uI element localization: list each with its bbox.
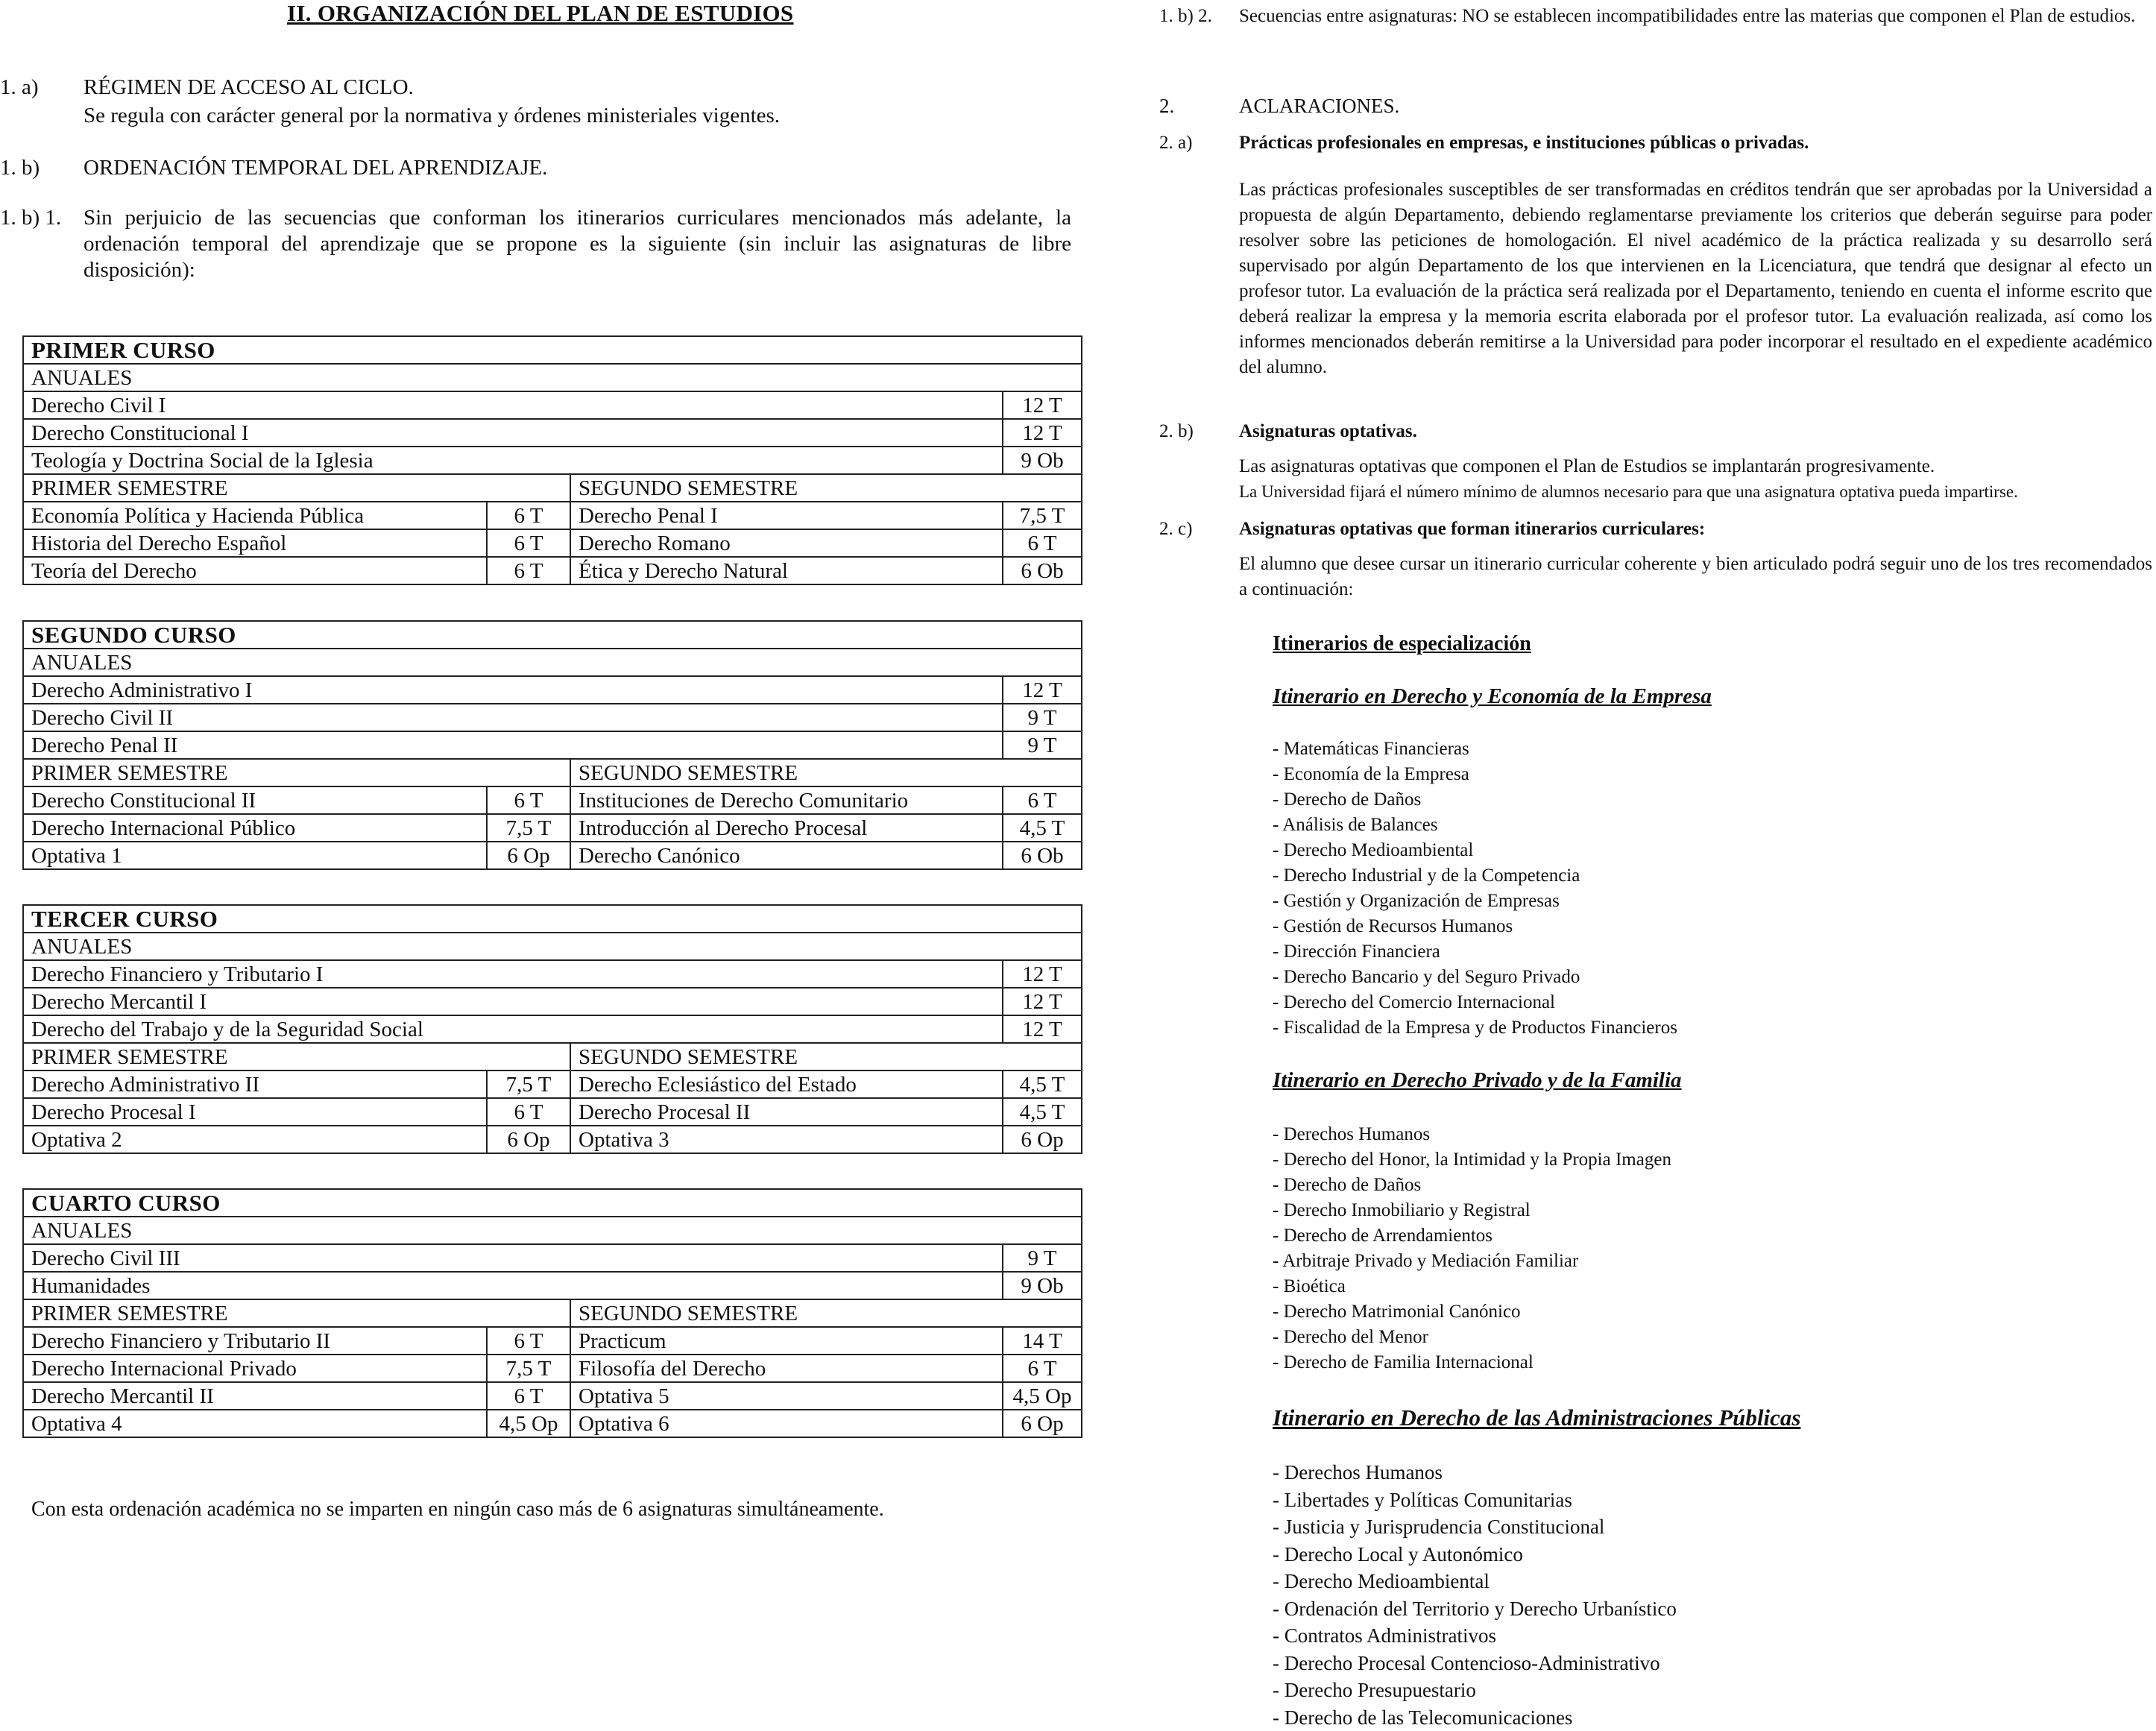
- section-2c-number: 2. c): [1159, 517, 1192, 542]
- semester-label: SEGUNDO SEMESTRE: [570, 1043, 1082, 1071]
- semester-label: SEGUNDO SEMESTRE: [570, 1299, 1082, 1327]
- itinerary-2-title: Itinerario en Derecho Privado y de la Familia: [1273, 1068, 1682, 1093]
- table-row: [23, 676, 1082, 704]
- section-1a-heading: RÉGIMEN DE ACCESO AL CICLO.: [83, 75, 414, 100]
- curso-table: [22, 904, 1082, 1154]
- subject-credits: 6 T: [487, 1098, 570, 1126]
- section-2c-heading: Asignaturas optativas que forman itinerarios curriculares:: [1239, 517, 1705, 542]
- table-row: [23, 502, 1082, 529]
- semester-label: SEGUNDO SEMESTRE: [570, 474, 1082, 502]
- list-item: - Derechos Humanos: [1273, 1459, 1677, 1486]
- table-row: [23, 1327, 1082, 1355]
- anuales-label: ANUALES: [23, 933, 1082, 960]
- table-row: [23, 649, 1082, 676]
- anuales-label: ANUALES: [23, 364, 1082, 391]
- list-item: - Derecho del Comercio Internacional: [1273, 990, 1677, 1015]
- table-row: [23, 621, 1082, 649]
- subject-credits: 9 Ob: [1003, 1272, 1082, 1299]
- section-1b2-number: 1. b) 2.: [1159, 4, 1212, 29]
- table-row: [23, 1126, 1082, 1153]
- subject-credits: 6 T: [487, 1327, 570, 1355]
- subject-credits: 9 T: [1003, 731, 1082, 759]
- section-1b-number: 1. b): [0, 155, 40, 180]
- curso-title: CUARTO CURSO: [23, 1189, 1082, 1217]
- table-row: [23, 842, 1082, 869]
- table-row: [23, 1272, 1082, 1299]
- subject-name: Humanidades: [23, 1272, 1003, 1299]
- semester-label: PRIMER SEMESTRE: [23, 474, 570, 502]
- table-row: [23, 364, 1082, 391]
- section-2-number: 2.: [1159, 93, 1174, 119]
- table-row: [23, 1071, 1082, 1098]
- list-item: - Análisis de Balances: [1273, 813, 1677, 838]
- subject-name: Derecho Mercantil II: [23, 1382, 487, 1410]
- subject-name: Derecho Financiero y Tributario I: [23, 960, 1003, 988]
- subject-name: Derecho Administrativo II: [23, 1071, 487, 1098]
- semester-label: PRIMER SEMESTRE: [23, 1043, 570, 1071]
- subject-credits: 4,5 Op: [487, 1410, 570, 1437]
- subject-credits: 6 T: [487, 786, 570, 814]
- curso-table: [22, 1188, 1082, 1438]
- list-item: - Derecho Matrimonial Canónico: [1273, 1299, 1671, 1325]
- subject-name: Derecho Internacional Público: [23, 814, 487, 842]
- section-2b-number: 2. b): [1159, 419, 1194, 444]
- list-item: - Derecho de Daños: [1273, 787, 1677, 813]
- table-row: [23, 1355, 1082, 1382]
- table-row: [23, 1043, 1082, 1071]
- section-1b1-number: 1. b) 1.: [0, 205, 61, 230]
- list-item: - Gestión y Organización de Empresas: [1273, 889, 1677, 914]
- section-1b-heading: ORDENACIÓN TEMPORAL DEL APRENDIZAJE.: [83, 155, 547, 180]
- subject-credits: 6 Op: [487, 1126, 570, 1153]
- subject-credits: 6 Op: [1003, 1410, 1082, 1437]
- subject-credits: 12 T: [1003, 419, 1082, 447]
- list-item: - Derechos Humanos: [1273, 1122, 1671, 1147]
- list-item: - Derecho del Menor: [1273, 1325, 1671, 1350]
- table-row: [23, 557, 1082, 584]
- subject-credits: 6 Ob: [1003, 842, 1082, 869]
- subject-name: Derecho Mercantil I: [23, 988, 1003, 1015]
- subject-credits: 4,5 Op: [1003, 1382, 1082, 1410]
- list-item: - Derecho Industrial y de la Competencia: [1273, 863, 1677, 889]
- list-item: - Derecho Medioambiental: [1273, 1568, 1677, 1595]
- subject-name: Teología y Doctrina Social de la Iglesia: [23, 447, 1003, 474]
- subject-credits: 12 T: [1003, 960, 1082, 988]
- semester-label: SEGUNDO SEMESTRE: [570, 759, 1082, 786]
- list-item: - Ordenación del Territorio y Derecho Urbanístico: [1273, 1595, 1677, 1623]
- itinerarios-title: Itinerarios de especialización: [1273, 632, 1531, 656]
- section-2b-text-1: Las asignaturas optativas que componen el Plan de Estudios se implantarán progresivamente.: [1239, 454, 2152, 479]
- list-item: - Derecho de Arrendamientos: [1273, 1223, 1671, 1249]
- table-row: [23, 905, 1082, 933]
- table-row: [23, 759, 1082, 786]
- subject-name: Historia del Derecho Español: [23, 529, 487, 557]
- subject-name: Derecho Procesal II: [570, 1098, 1003, 1126]
- list-item: - Justicia y Jurisprudencia Constitucional: [1273, 1513, 1677, 1541]
- subject-name: Derecho Canónico: [570, 842, 1003, 869]
- subject-name: Derecho Civil I: [23, 391, 1003, 419]
- itinerary-3-list: [1273, 1459, 1677, 1731]
- curso-table: [22, 620, 1082, 870]
- list-item: - Libertades y Políticas Comunitarias: [1273, 1486, 1677, 1514]
- list-item: - Bioética: [1273, 1274, 1671, 1299]
- table-row: [23, 988, 1082, 1015]
- subject-name: Derecho Constitucional I: [23, 419, 1003, 447]
- subject-credits: 7,5 T: [1003, 502, 1082, 529]
- subject-name: Optativa 5: [570, 1382, 1003, 1410]
- subject-name: Derecho Civil II: [23, 704, 1003, 731]
- subject-credits: 12 T: [1003, 1015, 1082, 1043]
- subject-credits: 4,5 T: [1003, 1098, 1082, 1126]
- subject-name: Optativa 6: [570, 1410, 1003, 1437]
- table-row: [23, 704, 1082, 731]
- subject-credits: 14 T: [1003, 1327, 1082, 1355]
- section-1a-text: Se regula con carácter general por la normativa y órdenes ministeriales vigentes.: [83, 103, 780, 128]
- table-row: [23, 419, 1082, 447]
- list-item: - Derecho Inmobiliario y Registral: [1273, 1198, 1671, 1223]
- subject-credits: 7,5 T: [487, 814, 570, 842]
- curso-table: [22, 335, 1082, 585]
- itinerary-3-title: Itinerario en Derecho de las Administraciones Públicas: [1273, 1404, 1800, 1431]
- subject-credits: 12 T: [1003, 391, 1082, 419]
- list-item: - Derecho de las Telecomunicaciones: [1273, 1704, 1677, 1731]
- list-item: - Fiscalidad de la Empresa y de Productos Financieros: [1273, 1015, 1677, 1041]
- table-row: [23, 1015, 1082, 1043]
- subject-credits: 6 T: [487, 1382, 570, 1410]
- table-row: [23, 1189, 1082, 1217]
- table-row: [23, 933, 1082, 960]
- subject-name: Optativa 4: [23, 1410, 487, 1437]
- subject-name: Derecho del Trabajo y de la Seguridad Social: [23, 1015, 1003, 1043]
- page-title: II. ORGANIZACIÓN DEL PLAN DE ESTUDIOS: [287, 0, 793, 27]
- list-item: - Derecho Local y Autonómico: [1273, 1541, 1677, 1568]
- section-1b1-text: Sin perjuicio de las secuencias que conforman los itinerarios curriculares mencionados más adelante, la ordenación temporal del aprendizaje que se propone es la siguiente (sin incluir las asignaturas de libre disposición):: [83, 205, 1071, 283]
- itinerary-2-list: [1273, 1122, 1671, 1375]
- table-row: [23, 1382, 1082, 1410]
- list-item: - Derecho Procesal Contencioso-Administrativo: [1273, 1650, 1677, 1677]
- table-row: [23, 447, 1082, 474]
- subject-name: Instituciones de Derecho Comunitario: [570, 786, 1003, 814]
- curso-title: PRIMER CURSO: [23, 336, 1082, 364]
- subject-name: Optativa 2: [23, 1126, 487, 1153]
- table-row: [23, 1299, 1082, 1327]
- subject-credits: 6 T: [1003, 529, 1082, 557]
- anuales-label: ANUALES: [23, 1217, 1082, 1244]
- subject-credits: 6 T: [1003, 786, 1082, 814]
- subject-name: Practicum: [570, 1327, 1003, 1355]
- subject-credits: 6 T: [487, 529, 570, 557]
- table-row: [23, 1098, 1082, 1126]
- semester-label: PRIMER SEMESTRE: [23, 1299, 570, 1327]
- table-row: [23, 731, 1082, 759]
- section-2a-heading: Prácticas profesionales en empresas, e instituciones públicas o privadas.: [1239, 130, 1809, 156]
- subject-credits: 9 Ob: [1003, 447, 1082, 474]
- subject-credits: 7,5 T: [487, 1355, 570, 1382]
- subject-credits: 6 Ob: [1003, 557, 1082, 584]
- list-item: - Matemáticas Financieras: [1273, 737, 1677, 762]
- list-item: - Derecho de Familia Internacional: [1273, 1350, 1671, 1375]
- subject-credits: 12 T: [1003, 988, 1082, 1015]
- subject-name: Derecho Romano: [570, 529, 1003, 557]
- list-item: - Arbitraje Privado y Mediación Familiar: [1273, 1249, 1671, 1274]
- subject-name: Optativa 1: [23, 842, 487, 869]
- list-item: - Derecho Bancario y del Seguro Privado: [1273, 965, 1677, 990]
- list-item: - Contratos Administrativos: [1273, 1622, 1677, 1650]
- anuales-label: ANUALES: [23, 649, 1082, 676]
- subject-credits: 4,5 T: [1003, 1071, 1082, 1098]
- list-item: - Economía de la Empresa: [1273, 762, 1677, 787]
- table-row: [23, 1244, 1082, 1272]
- itinerary-1-list: [1273, 737, 1677, 1041]
- subject-name: Filosofía del Derecho: [570, 1355, 1003, 1382]
- subject-name: Derecho Administrativo I: [23, 676, 1003, 704]
- curso-title: TERCER CURSO: [23, 905, 1082, 933]
- table-row: [23, 786, 1082, 814]
- subject-name: Derecho Penal I: [570, 502, 1003, 529]
- subject-credits: 6 T: [487, 502, 570, 529]
- table-row: [23, 1217, 1082, 1244]
- list-item: - Derecho del Honor, la Intimidad y la Propia Imagen: [1273, 1147, 1671, 1173]
- section-2a-number: 2. a): [1159, 130, 1192, 156]
- subject-credits: 6 Op: [487, 842, 570, 869]
- subject-name: Derecho Civil III: [23, 1244, 1003, 1272]
- subject-credits: 9 T: [1003, 1244, 1082, 1272]
- subject-credits: 6 T: [487, 557, 570, 584]
- subject-credits: 6 T: [1003, 1355, 1082, 1382]
- section-2b-heading: Asignaturas optativas.: [1239, 419, 1417, 444]
- subject-name: Derecho Procesal I: [23, 1098, 487, 1126]
- curso-title: SEGUNDO CURSO: [23, 621, 1082, 649]
- subject-name: Derecho Penal II: [23, 731, 1003, 759]
- section-1a-number: 1. a): [0, 75, 39, 100]
- table-row: [23, 391, 1082, 419]
- subject-credits: 4,5 T: [1003, 814, 1082, 842]
- list-item: - Derecho Medioambiental: [1273, 838, 1677, 863]
- footer-note: Con esta ordenación académica no se imparten en ningún caso más de 6 asignaturas simultáneamente.: [31, 1497, 884, 1522]
- table-row: [23, 529, 1082, 557]
- table-row: [23, 474, 1082, 502]
- subject-credits: 6 Op: [1003, 1126, 1082, 1153]
- section-1b2-text: Secuencias entre asignaturas: NO se establecen incompatibilidades entre las materias que componen el Plan de estudios.: [1239, 4, 2152, 29]
- section-2a-text: Las prácticas profesionales susceptibles de ser transformadas en créditos tendrán que ser aprobadas por la Universidad a propuesta de algún Departamento, debiendo reglamentarse previamente los criterios que deberán seguirse para poder resolver sobre las peticiones de homologación. El nivel académico de la práctica realizada y su desarrollo será supervisado por algún Departamento de los que intervienen en la Licenciatura, que tendrá que designar al efecto un profesor tutor. La evaluación de la práctica será realizada por el Departamento, teniendo en cuenta el informe escrito que deberá realizar la empresa y la memoria escrita elaborada por el profesor tutor. La evaluación realizada, así como los informes mencionados deberán remitirse a la Universidad para poder incorporar el resultado en el expediente académico del alumno.: [1239, 177, 2152, 380]
- section-2-heading: ACLARACIONES.: [1239, 93, 2152, 119]
- subject-credits: 9 T: [1003, 704, 1082, 731]
- subject-credits: 12 T: [1003, 676, 1082, 704]
- subject-name: Teoría del Derecho: [23, 557, 487, 584]
- subject-name: Economía Política y Hacienda Pública: [23, 502, 487, 529]
- subject-name: Derecho Financiero y Tributario II: [23, 1327, 487, 1355]
- subject-credits: 7,5 T: [487, 1071, 570, 1098]
- semester-label: PRIMER SEMESTRE: [23, 759, 570, 786]
- subject-name: Optativa 3: [570, 1126, 1003, 1153]
- section-2c-text: El alumno que desee cursar un itinerario curricular coherente y bien articulado podrá seguir uno de los tres recomendados a continuación:: [1239, 552, 2152, 602]
- table-row: [23, 1410, 1082, 1437]
- subject-name: Derecho Constitucional II: [23, 786, 487, 814]
- subject-name: Derecho Eclesiástico del Estado: [570, 1071, 1003, 1098]
- list-item: - Derecho Presupuestario: [1273, 1677, 1677, 1704]
- list-item: - Derecho de Daños: [1273, 1173, 1671, 1198]
- table-row: [23, 960, 1082, 988]
- subject-name: Introducción al Derecho Procesal: [570, 814, 1003, 842]
- table-row: [23, 814, 1082, 842]
- list-item: - Dirección Financiera: [1273, 939, 1677, 965]
- table-row: [23, 336, 1082, 364]
- list-item: - Gestión de Recursos Humanos: [1273, 914, 1677, 939]
- subject-name: Derecho Internacional Privado: [23, 1355, 487, 1382]
- itinerary-1-title: Itinerario en Derecho y Economía de la Empresa: [1273, 684, 1712, 709]
- subject-name: Ética y Derecho Natural: [570, 557, 1003, 584]
- section-2b-text-2: La Universidad fijará el número mínimo de alumnos necesario para que una asignatura optativa pueda impartirse.: [1239, 479, 2152, 505]
